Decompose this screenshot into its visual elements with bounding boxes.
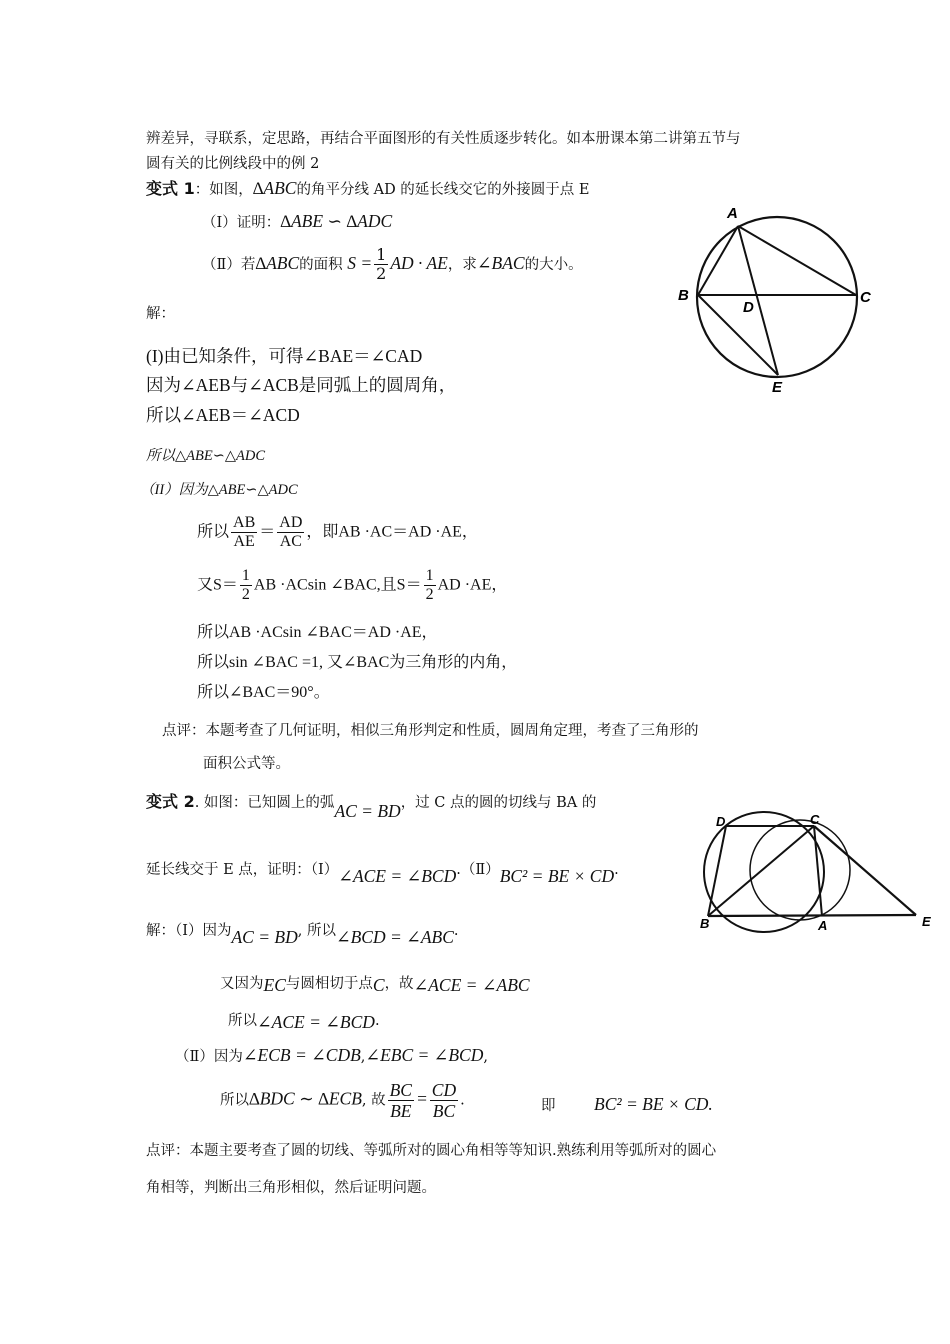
variant1-solution-label: 解：	[146, 306, 175, 322]
variant2-comment-2: 角相等，判断出三角形相似，然后证明问题。	[146, 1180, 436, 1196]
variant2-solution-3: 所以∠ACE = ∠BCD.	[228, 1012, 380, 1032]
variant2-comment-1: 点评：本题主要考查了圆的切线、等弧所对的圆心角相等等知识.熟练利用等弧所对的圆心	[146, 1143, 717, 1159]
variant2-ji: 即	[541, 1098, 556, 1114]
variant2-result: BC² = BE × CD.	[594, 1094, 713, 1114]
variant2-line-2: 延长线交于 E 点，证明：（Ⅰ）∠ACE = ∠BCD.（Ⅱ）BC² = BE × CD.	[146, 862, 619, 886]
circle-figure-1	[672, 198, 882, 398]
variant1-comment-1: 点评：本题考查了几何证明，相似三角形判定和性质，圆周角定理，考查了三角形的	[162, 723, 699, 739]
variant1-proof-4: 所以sin ∠BAC =1, 又∠BAC为三角形的内角，	[197, 654, 518, 671]
fig1-label-c: C	[860, 289, 871, 306]
intro-line-1: 辨差异，寻联系，定思路，再结合平面图形的有关性质逐步转化。如本册课本第二讲第五节与	[146, 131, 741, 147]
fig2-label-e: E	[922, 914, 931, 929]
variant1-proof-3: 所以AB ·ACsin ∠BAC＝AD ·AE，	[197, 624, 438, 641]
variant1-step-4: 所以△ABE∽△ADC	[146, 448, 266, 464]
variant2-solution-1: 解：（Ⅰ）因为AC = BD, 所以∠BCD = ∠ABC.	[146, 923, 459, 947]
fraction-ab-ae: $\frac{AB}{AE}$	[233, 514, 256, 551]
variant1-part2: （Ⅱ）若∆ABC的面积 S = $\frac{1}{2}$ AD · AE，求∠BAC的大小。	[202, 245, 583, 284]
variant1-comment-2: 面积公式等。	[203, 756, 290, 772]
variant1-proof-1: 所以 $\frac{AB}{AE}$ ＝ $\frac{AD}{AC}$ ，即AB ·AC＝AD ·AE，	[197, 514, 478, 551]
variant1-step-1: (I)由已知条件，可得∠BAE＝∠CAD	[146, 346, 423, 366]
fraction-bc-be: $\frac{BC}{BE}$	[389, 1080, 412, 1122]
variant2-solution-5: 所以∆BDC ∼ ∆ECB, 故 $\frac{BC}{BE}$ = $\frac{CD}{BC}$ .	[220, 1080, 465, 1122]
variant2-title: 变式 2	[146, 792, 195, 811]
fraction-ad-ac: $\frac{AD}{AC}$	[279, 514, 303, 551]
fig2-label-c: C	[810, 812, 820, 827]
fig2-label-b: B	[700, 916, 710, 931]
circle-figure-2	[700, 808, 942, 936]
variant2-prompt: 变式 2. 如图：已知圆上的弧AC = BD，过 C 点的圆的切线与 BA 的	[146, 792, 597, 821]
fraction-half-3: $\frac{1}{2}$	[425, 567, 434, 604]
variant1-step-5: （II）因为△ABE∽△ADC	[140, 482, 298, 498]
fraction-half-2: $\frac{1}{2}$	[241, 567, 250, 604]
fig1-label-d: D	[743, 299, 754, 316]
fig1-label-b: B	[678, 287, 689, 304]
fig2-label-d: D	[716, 814, 726, 829]
variant1-proof-5: 所以∠BAC＝90°。	[197, 684, 330, 701]
fig1-label-a: A	[727, 205, 738, 222]
variant1-proof-2: 又S＝ $\frac{1}{2}$ AB ·ACsin ∠BAC,且S＝ $\frac{1}{2}$ AD ·AE，	[197, 567, 508, 604]
variant2-solution-2: 又因为EC与圆相切于点C，故∠ACE = ∠ABC	[220, 975, 530, 995]
variant1-step-3: 所以∠AEB＝∠ACD	[146, 405, 300, 425]
variant1-title: 变式 1	[146, 179, 195, 198]
variant1-step-2: 因为∠AEB与∠ACB是同弧上的圆周角，	[146, 375, 457, 395]
variant1-prompt: 变式 1：如图，∆ABC的角平分线 AD 的延长线交它的外接圆于点 E	[146, 178, 590, 198]
variant1-part1: （Ⅰ）证明：∆ABE ∽ ∆ADC	[202, 211, 393, 231]
fig1-label-e: E	[772, 379, 783, 396]
fraction-half: $\frac{1}{2}$	[376, 245, 387, 284]
intro-line-2: 圆有关的比例线段中的例 2	[146, 156, 320, 172]
variant2-solution-4: （Ⅱ）因为∠ECB = ∠CDB,∠EBC = ∠BCD,	[175, 1045, 488, 1065]
fig2-label-a: A	[818, 918, 828, 933]
fraction-cd-bc: $\frac{CD}{BC}$	[431, 1080, 457, 1122]
